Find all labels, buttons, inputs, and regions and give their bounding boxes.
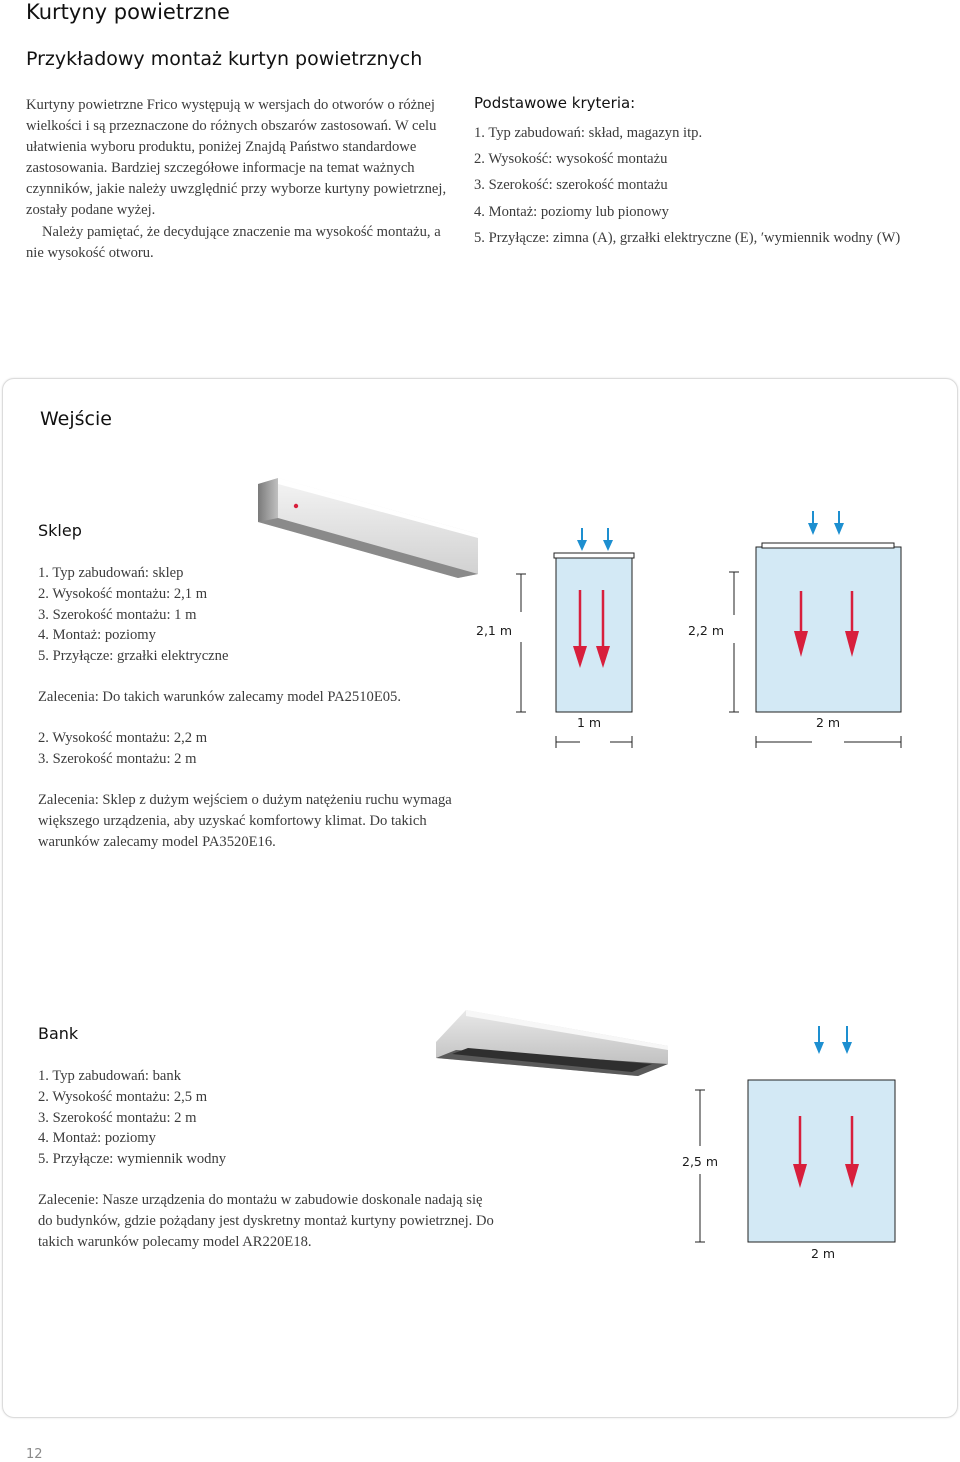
bank-heading: Bank — [38, 1024, 79, 1043]
bank-list-item: 5. Przyłącze: wymiennik wodny — [38, 1151, 227, 1168]
criteria-item: 1. Typ zabudowań: skład, magazyn itp. — [474, 125, 703, 141]
page-title: Kurtyny powietrzne — [26, 0, 230, 24]
shop-diagram-1-height-label: 2,1 m — [476, 623, 513, 638]
shop-diagram-2-width-label: 2 m — [816, 715, 841, 730]
criteria-item: 3. Szerokość: szerokość montażu — [474, 177, 668, 194]
criteria-item: 2. Wysokość: wysokość montażu — [474, 151, 668, 168]
bank-diagram — [672, 1020, 906, 1270]
intro-paragraph-2: Należy pamiętać, że decydujące znaczenie ma wysokość montażu, a nie wysokość otworu. — [26, 224, 441, 262]
shop-list-item: 3. Szerokość montażu: 2 m — [38, 750, 197, 767]
bank-list-item: 2. Wysokość montażu: 2,5 m — [38, 1088, 208, 1105]
criteria-title: Podstawowe kryteria: — [474, 94, 636, 112]
cold-air-arrow-icon — [814, 1026, 852, 1054]
shop-list-item: 4. Montaż: poziomy — [38, 627, 156, 644]
bank-list-item: 1. Typ zabudowań: bank — [38, 1068, 181, 1084]
shop-list-item: 5. Przyłącze: grzałki elektryczne — [38, 648, 229, 665]
bank-list — [38, 1066, 278, 1170]
air-curtain-device-image — [252, 474, 484, 578]
criteria-list — [474, 120, 924, 248]
shop-list — [38, 563, 278, 667]
criteria-item: 5. Przyłącze: zimna (A), grzałki elektryczne (E), ′wymiennik wodny (W) — [474, 229, 901, 246]
bank-diagram-width-label: 2 m — [811, 1246, 836, 1261]
shop-list-item: 3. Szerokość montażu: 1 m — [38, 606, 197, 623]
cold-air-arrow-icon — [808, 511, 844, 535]
recessed-air-curtain-image — [432, 1006, 672, 1080]
shop-list-item: 2. Wysokość montażu: 2,1 m — [38, 585, 208, 602]
page-subtitle: Przykładowy montaż kurtyn powietrznych — [26, 48, 423, 70]
page-number: 12 — [26, 1447, 43, 1462]
criteria-block — [474, 94, 924, 248]
bank-list-item: 4. Montaż: poziomy — [38, 1130, 156, 1147]
shop-recommendation-2: Zalecenia: Sklep z dużym wejściem o dużym natężeniu ruchu wymaga większego urządzenia, aby uzyskać komfortowy klimat. Do takich warunków zalecamy model PA3520E16. — [38, 792, 452, 850]
shop-diagram-1-width-label: 1 m — [577, 715, 602, 730]
intro-paragraph-1: Kurtyny powietrzne Frico występują w wersjach do otworów o różnej wielkości i są przeznaczone do różnych obszarów zastosowań. W celu ułatwienia wyboru produktu, poniżej Znajdą Państwo standardowe zastosowania. Bardziej szczegółowe informacje na temat ważnych czynników, jakie należy uwzględnić przy wyborze kurtyny powietrznej, zostały podane wyżej. — [26, 97, 447, 218]
intro-text — [26, 95, 451, 264]
shop-list-item: 2. Wysokość montażu: 2,2 m — [38, 730, 208, 746]
shop-list-2 — [38, 728, 278, 770]
bank-recommendation: Zalecenie: Nasze urządzenia do montażu w zabudowie doskonale nadają się do budynków, gdzie pożądany jest dyskretny montaż kurtyny powietrznej. Do takich warunków polecamy model AR220E18. — [38, 1192, 494, 1250]
bank-list-item: 3. Szerokość montażu: 2 m — [38, 1109, 197, 1126]
shop-recommendation-1: Zalecenia: Do takich warunków zalecamy model PA2510E05. — [38, 689, 401, 705]
cold-air-arrow-icon — [577, 528, 613, 551]
shop-heading: Sklep — [38, 521, 82, 540]
shop-diagram-2-height-label: 2,2 m — [688, 623, 725, 638]
section-title: Wejście — [40, 408, 112, 430]
bank-diagram-height-label: 2,5 m — [682, 1154, 719, 1169]
shop-list-item: 1. Typ zabudowań: sklep — [38, 565, 184, 581]
criteria-item: 4. Montaż: poziomy lub pionowy — [474, 203, 669, 220]
